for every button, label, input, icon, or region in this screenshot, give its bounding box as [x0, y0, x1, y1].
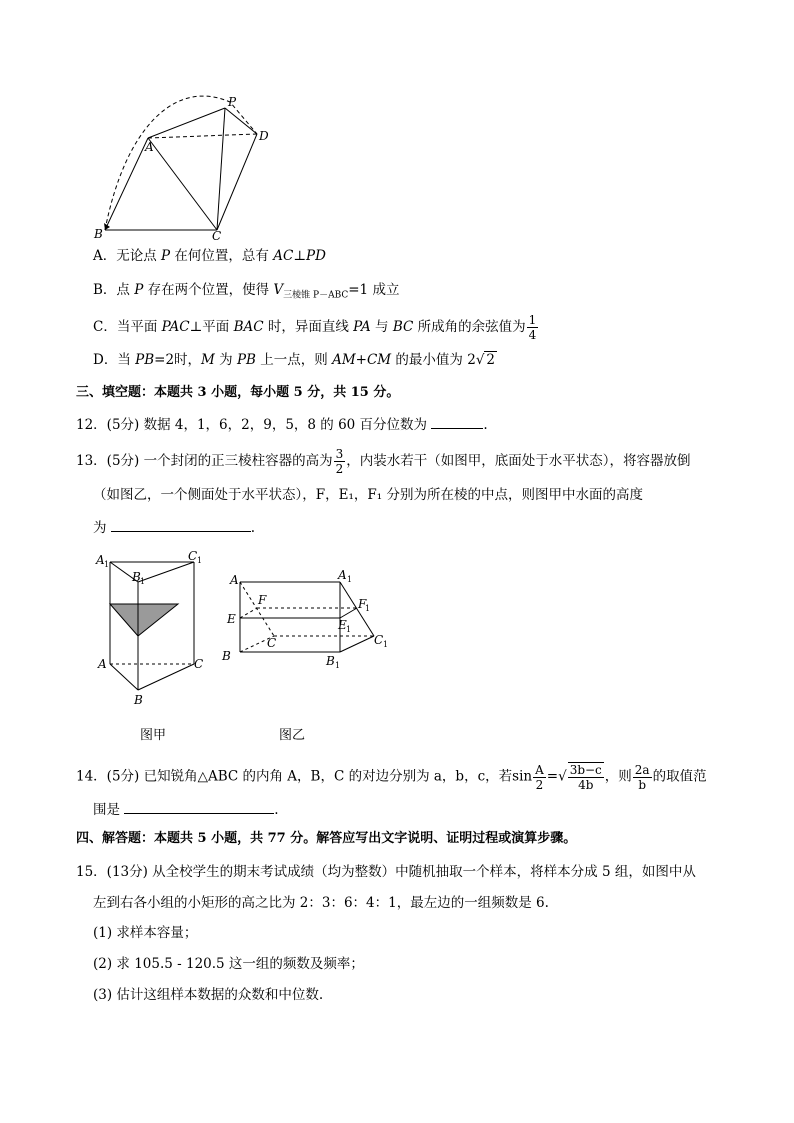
svg-text:A: A [230, 573, 239, 587]
pyramid-figure [85, 88, 285, 240]
option-a: A．无论点 P 在何位置，总有 AC⊥PD [93, 248, 326, 264]
question-12: 12．(5分) 数据 4，1，6，2，9，5，8 的 60 百分位数为 . [76, 414, 488, 435]
question-15-sub-3: (3) 估计这组样本数据的众数和中位数. [93, 987, 324, 1003]
question-15-line-2: 左到右各小组的小矩形的高之比为 2：3：6：4：1，最左边的一组频数是 6. [93, 895, 549, 911]
svg-text:E: E [338, 618, 347, 632]
answer-blank-13[interactable] [111, 517, 251, 532]
label-d: D [259, 129, 269, 143]
svg-text:F: F [258, 593, 267, 607]
question-15-sub-2: (2) 求 105.5 - 120.5 这一组的频数及频率； [93, 956, 364, 972]
svg-text:1: 1 [104, 560, 110, 569]
svg-text:1: 1 [140, 577, 146, 586]
answer-blank-12[interactable] [431, 414, 483, 429]
section-4-heading: 四、解答题：本题共 5 小题，共 77 分。解答应写出文字说明、证明过程或演算步骤。 [76, 831, 577, 846]
question-14-line-1: 14．(5分) 已知锐角△ABC 的内角 A，B，C 的对边分别为 a，b，c，若sin $\frac{A}{2}$ =√ $\frac{3b-c}{4b}$ ，则 $\frac{2a}{b}$ 的取值范 [76, 762, 707, 792]
label-c: C [212, 229, 222, 240]
label-b: B [94, 227, 103, 240]
label-a: A [145, 140, 154, 154]
figure-caption-b: 图乙 [279, 728, 306, 743]
svg-text:1: 1 [335, 661, 341, 670]
svg-text:C: C [267, 636, 277, 650]
question-13-line-3: 为 . [93, 517, 255, 538]
answer-blank-14[interactable] [124, 799, 274, 814]
option-c: C．当平面 PAC⊥平面 BAC 时，异面直线 PA 与 BC 所成角的余弦值为 $\frac{1}{4}$ [93, 313, 537, 342]
section-3-heading: 三、填空题：本题共 3 小题，每小题 5 分，共 15 分。 [76, 385, 400, 400]
question-13-line-2: （如图乙，一个侧面处于水平状态），F，E₁，F₁ 分别为所在棱的中点，则图甲中水面的高度 [93, 487, 643, 503]
svg-text:A: A [96, 553, 105, 567]
svg-text:F: F [358, 597, 367, 611]
svg-text:C: C [374, 633, 384, 647]
svg-text:1: 1 [347, 575, 353, 584]
label-p: P [228, 95, 237, 109]
svg-text:B: B [222, 649, 231, 663]
option-d: D．当 PB=2时，M 为 PB 上一点，则 AM+CM 的最小值为 2√ 2 [93, 352, 496, 368]
svg-text:E: E [227, 612, 236, 626]
question-14-line-2: 围是 . [93, 799, 279, 820]
svg-text:B: B [132, 570, 141, 584]
svg-text:1: 1 [346, 625, 352, 634]
svg-text:A: A [338, 568, 347, 582]
svg-text:1: 1 [365, 604, 371, 613]
svg-text:1: 1 [383, 640, 389, 649]
svg-text:C: C [194, 657, 204, 671]
question-15-sub-1: (1) 求样本容量； [93, 925, 198, 941]
question-13-line-1: 13．(5分) 一个封闭的正三棱柱容器的高为 $\frac{3}{2}$ ，内装水若干（如图甲，底面处于水平状态），将容器放倒 [76, 447, 691, 476]
option-b: B．点 P 存在两个位置，使得 $V_{三棱锥 P-ABC}=1$ 成立 [93, 282, 400, 301]
figure-caption-a: 图甲 [140, 728, 167, 743]
svg-text:C: C [188, 549, 198, 563]
question-15-line-1: 15．(13分) 从全校学生的期末考试成绩（均为整数）中随机抽取一个样本，将样本分成 5 组，如图中从 [76, 864, 696, 880]
svg-text:B: B [326, 654, 335, 668]
svg-text:1: 1 [197, 556, 203, 565]
prism-figures [90, 548, 400, 708]
svg-text:B: B [134, 693, 143, 707]
svg-text:A: A [98, 657, 107, 671]
